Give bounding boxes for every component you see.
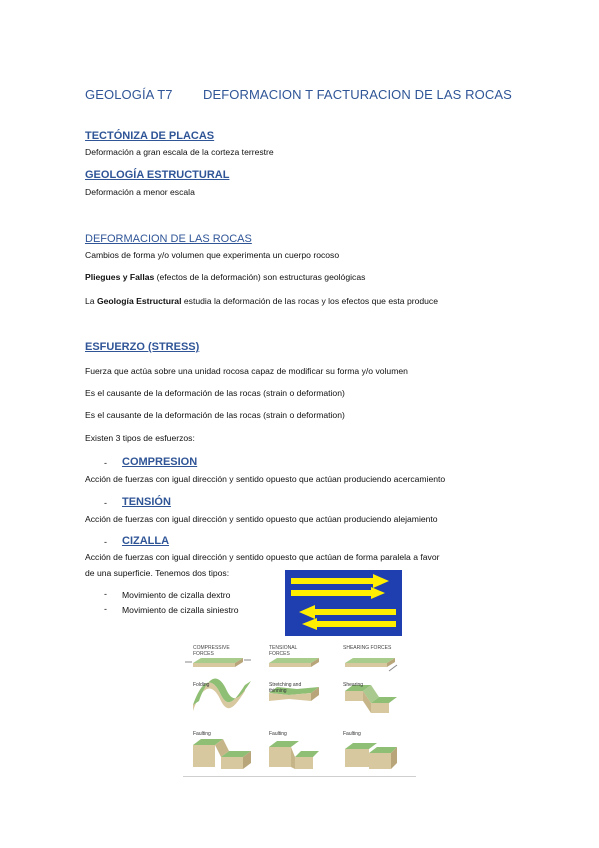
caption-compressive: COMPRESSIVE FORCES bbox=[193, 645, 230, 657]
heading-deformacion: DEFORMACION DE LAS ROCAS bbox=[85, 233, 252, 245]
text-compresion: Acción de fuerzas con igual dirección y sentido opuesto que actúan produciendo acercamiento bbox=[85, 474, 446, 484]
fault-block-shearing bbox=[345, 743, 397, 769]
text-cizalla-dextro: Movimiento de cizalla dextro bbox=[122, 590, 231, 600]
list-dash: - bbox=[104, 537, 107, 547]
text-tectonica: Deformación a gran escala de la corteza terrestre bbox=[85, 147, 274, 157]
forces-figure bbox=[183, 645, 416, 777]
heading-tension: TENSIÓN bbox=[122, 496, 171, 508]
label-faulting-3: Faulting bbox=[343, 731, 361, 737]
list-dash: - bbox=[104, 498, 107, 508]
label-folding: Folding bbox=[193, 682, 210, 688]
shear-arrows-image bbox=[285, 570, 402, 636]
sheared-block bbox=[345, 685, 397, 713]
text-esfuerzo-4: Existen 3 tipos de esfuerzos: bbox=[85, 433, 195, 443]
text-deformacion-3 bbox=[85, 296, 438, 306]
text-tension: Acción de fuerzas con igual dirección y sentido opuesto que actúan produciendo alejamiento bbox=[85, 514, 438, 524]
list-dash: - bbox=[104, 589, 107, 599]
text-esfuerzo-2: Es el causante de la deformación de las rocas (strain o deformation) bbox=[85, 388, 345, 398]
list-dash: - bbox=[104, 604, 107, 614]
text-cizalla-2: de una superficie. Tenemos dos tipos: bbox=[85, 568, 230, 578]
heading-geologia: GEOLOGÍA ESTRUCTURAL bbox=[85, 169, 230, 181]
text-cizalla-siniestro: Movimiento de cizalla siniestro bbox=[122, 605, 239, 615]
label-shearing: Shearing bbox=[343, 682, 364, 688]
heading-tectonica: TECTÓNIZA DE PLACAS bbox=[85, 130, 215, 142]
text-esfuerzo-1: Fuerza que actúa sobre una unidad rocosa capaz de modificar su forma y/o volumen bbox=[85, 366, 408, 376]
bold-pliegues: Pliegues y Fallas bbox=[85, 272, 155, 282]
text-deformacion-1: Cambios de forma y/o volumen que experimenta un cuerpo rocoso bbox=[85, 250, 340, 260]
caption-shearing: SHEARING FORCES bbox=[343, 645, 392, 651]
heading-cizalla: CIZALLA bbox=[122, 535, 170, 547]
slab-shearing bbox=[345, 658, 397, 671]
slab-tensional bbox=[269, 658, 319, 667]
doc-title-subject: GEOLOGÍA T7 bbox=[85, 87, 173, 102]
text-geologia: Deformación a menor escala bbox=[85, 187, 195, 197]
fault-block-compressive bbox=[193, 739, 251, 769]
heading-esfuerzo: ESFUERZO (STRESS) bbox=[85, 341, 200, 353]
text-pliegues-rest: (efectos de la deformación) son estructuras geológicas bbox=[154, 272, 366, 282]
slab-compressive bbox=[185, 658, 251, 667]
figure-divider bbox=[183, 776, 416, 777]
label-faulting-1: Faulting bbox=[193, 731, 211, 737]
caption-tensional: TENSIONAL FORCES bbox=[269, 645, 298, 657]
deformation-diagram bbox=[183, 657, 416, 775]
text-la: La bbox=[85, 296, 97, 306]
fault-block-tensional bbox=[269, 741, 319, 769]
doc-title-topic: DEFORMACION T FACTURACION DE LAS ROCAS bbox=[203, 87, 512, 102]
list-dash: - bbox=[104, 458, 107, 468]
bold-geologia-estructural: Geología Estructural bbox=[96, 296, 182, 306]
heading-compresion: COMPRESION bbox=[122, 456, 198, 468]
label-faulting-2: Faulting bbox=[269, 731, 287, 737]
text-esfuerzo-3: Es el causante de la deformación de las rocas (strain o deformation) bbox=[85, 410, 345, 420]
label-stretching: Stretching and thinning bbox=[269, 682, 302, 694]
text-deformacion-2 bbox=[85, 272, 365, 282]
text-geologia-rest: estudia la deformación de las rocas y los efectos que esta produce bbox=[181, 296, 439, 306]
text-cizalla-1: Acción de fuerzas con igual dirección y sentido opuesto que actúan de forma paralela a favor bbox=[85, 552, 440, 562]
